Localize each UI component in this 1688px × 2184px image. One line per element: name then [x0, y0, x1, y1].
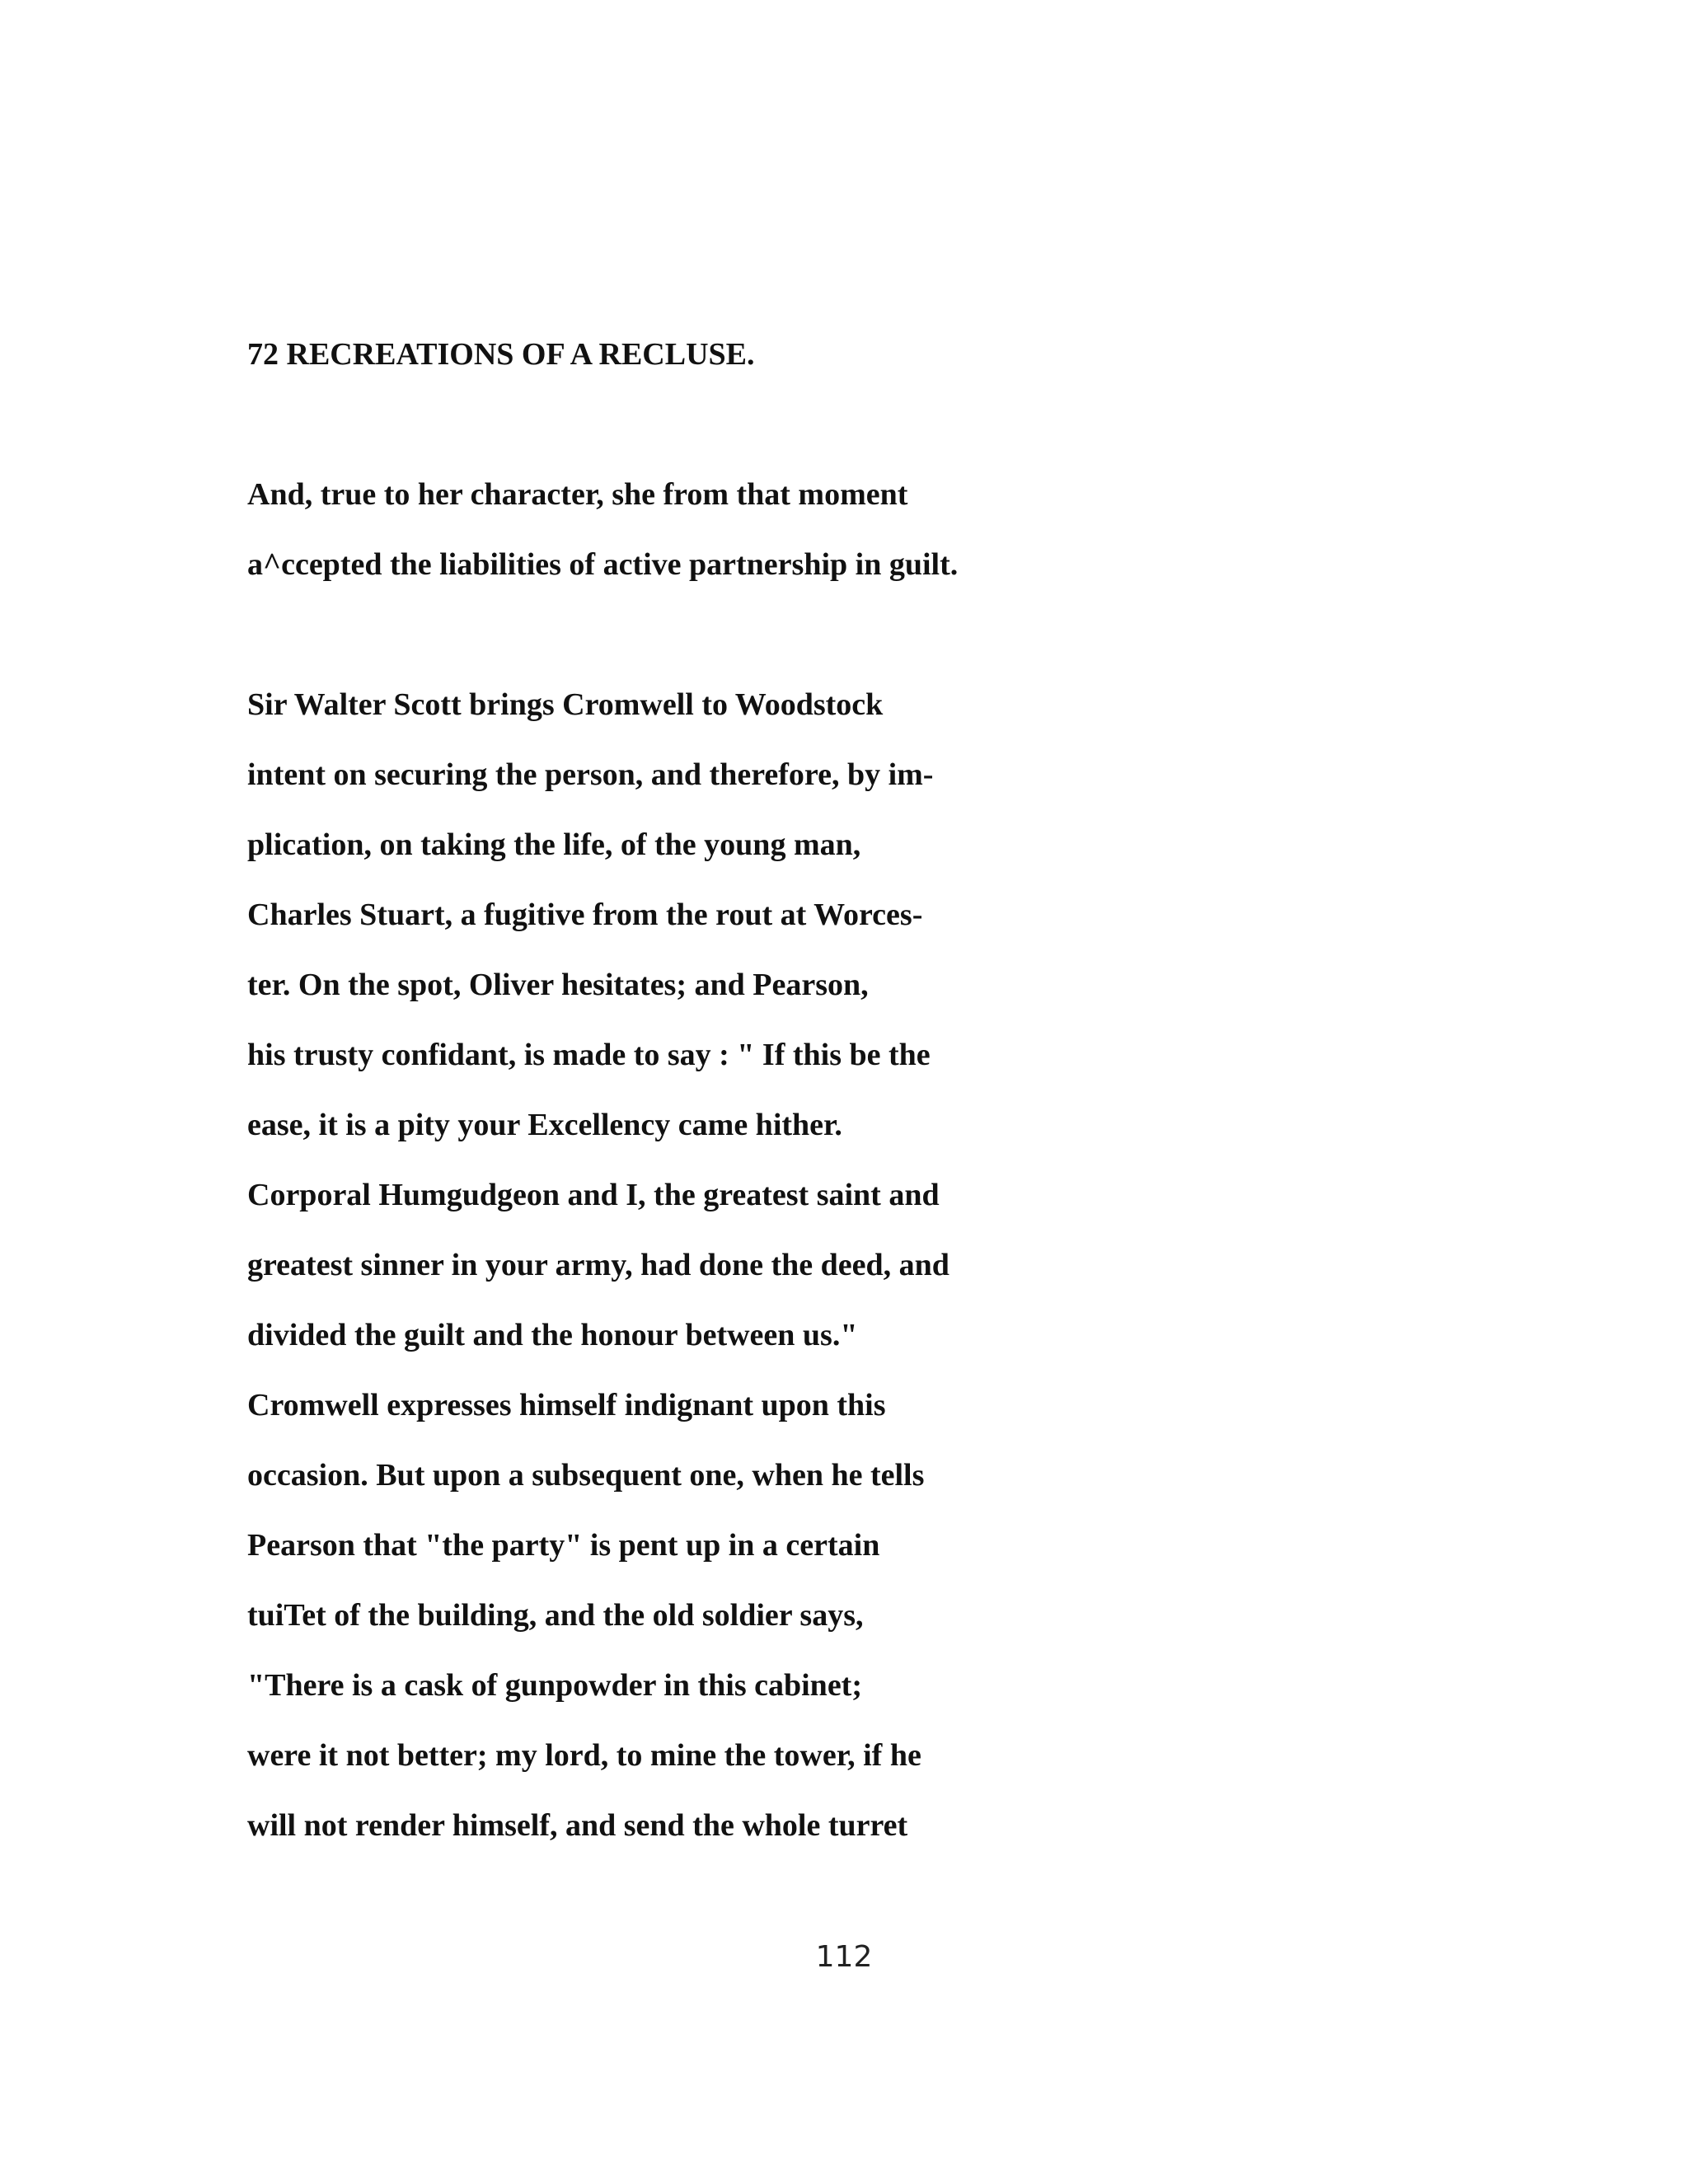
text-line: Cromwell expresses himself indignant upon this — [247, 1388, 886, 1422]
text-line: will not render himself, and send the whole turret — [247, 1808, 908, 1843]
text-line: Corporal Humgudgeon and I, the greatest saint and — [247, 1178, 940, 1212]
page-number: 112 — [815, 1940, 873, 1974]
text-line: his trusty confidant, is made to say : " If this be the — [247, 1038, 931, 1072]
text-line: occasion. But upon a subsequent one, when he tells — [247, 1458, 925, 1493]
text-line: tuiTet of the building, and the old soldier says, — [247, 1598, 864, 1633]
text-line: intent on securing the person, and therefore, by im- — [247, 757, 934, 792]
text-line: Pearson that "the party" is pent up in a certain — [247, 1528, 880, 1563]
running-title: 72 RECREATIONS OF A RECLUSE. — [247, 337, 755, 372]
text-line: ter. On the spot, Oliver hesitates; and Pearson, — [247, 968, 869, 1002]
text-line: ease, it is a pity your Excellency came hither. — [247, 1108, 842, 1142]
text-line: greatest sinner in your army, had done the deed, and — [247, 1248, 950, 1282]
text-line: were it not better; my lord, to mine the tower, if he — [247, 1738, 921, 1773]
text-line: divided the guilt and the honour between us." — [247, 1318, 858, 1352]
text-line: "There is a cask of gunpowder in this cabinet; — [247, 1668, 862, 1703]
text-line: And, true to her character, she from that moment — [247, 477, 908, 512]
text-line: plication, on taking the life, of the young man, — [247, 827, 861, 862]
text-line: a^ccepted the liabilities of active partnership in guilt. — [247, 547, 959, 582]
text-line: Sir Walter Scott brings Cromwell to Woodstock — [247, 687, 884, 722]
text-line: Charles Stuart, a fugitive from the rout at Worces- — [247, 898, 923, 932]
